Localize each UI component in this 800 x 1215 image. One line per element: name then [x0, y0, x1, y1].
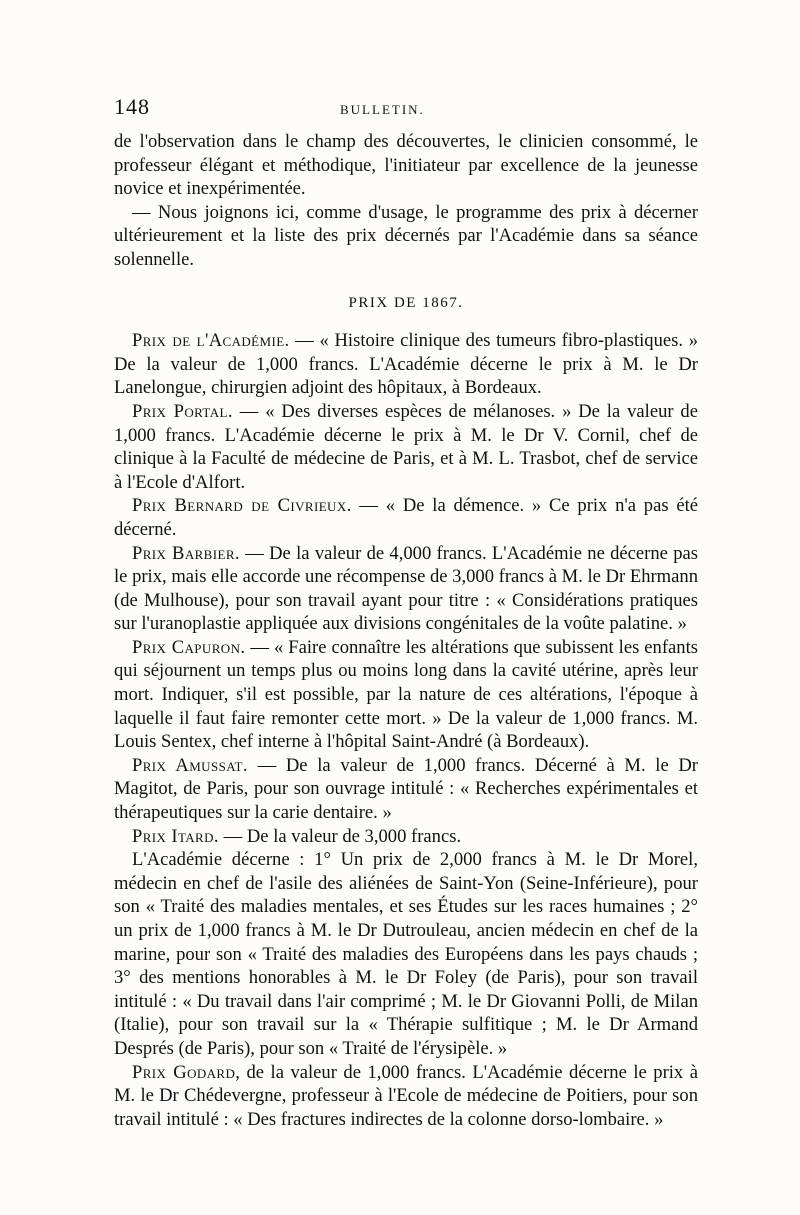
prize-text: — « De la démence. » Ce prix n'a pas été décerné. [114, 495, 698, 540]
intro-paragraph: — Nous joignons ici, comme d'usage, le programme des prix à décerner ultérieurement et la liste des prix décernés par l'Académie dans sa séance solennelle. [114, 201, 698, 270]
prize-entry [114, 494, 698, 541]
prize-text: — De la valeur de 1,000 francs. Décerné à M. le Dr Magitot, de Paris, pour son ouvrage intitulé : « Recherches expérimentales et thérapeutiques sur la carie dentaire. » [114, 754, 698, 824]
prize-name: Prix de l'Académie. [132, 330, 290, 352]
prize-text: , de la valeur de 1,000 francs. L'Académie décerne le prix à M. le Dr Chédevergne, professeur à l'Ecole de médecine de Poitiers, pour son travail intitulé : « Des fractures indirectes de la colonne dorso-lombaire. » [114, 1061, 698, 1130]
section-heading: PRIX DE 1867. [348, 294, 464, 311]
prize-entry [114, 636, 698, 754]
prize-text: — « Histoire clinique des tumeurs fibro-plastiques. » De la valeur de 1,000 francs. L'Académie décerne le prix à M. le Dr Lanelongue, chirurgien adjoint des hôpitaux, à Bordeaux. [114, 330, 698, 399]
prize-entry [114, 400, 698, 494]
prize-entry [114, 754, 698, 825]
prize-text: — « Faire connaître les altérations que subissent les enfants qui séjournent un temps plus ou moins long dans la cavité utérine, après leur mort. Indiquer, s'il est possible, par la nature de ces altérations, l'époque à laquelle il faut faire remonter cette mort. » De la valeur de 1,000 francs. M. Louis Sentex, chef interne à l'hôpital Saint-André (à Bordeaux). [114, 636, 698, 753]
running-title: BULLETIN. [340, 102, 425, 117]
prize-text: — De la valeur de 4,000 francs. L'Académie ne décerne pas le prix, mais elle accorde une récompense de 3,000 francs à M. le Dr Ehrmann (de Mulhouse), pour son travail ayant pour titre : « Considérations pratiques sur l'uranoplastie appliquée aux divisions congénitales de la voûte palatine. » [114, 542, 698, 635]
prize-name: Prix Godard [132, 1061, 236, 1083]
intro-paragraph: de l'observation dans le champ des découvertes, le clinicien consommé, le professeur élégant et méthodique, l'initiateur par excellence de la jeunesse novice et inexpérimentée. [114, 131, 698, 200]
prize-name: Prix Itard. [132, 825, 219, 847]
prize-name: Prix Portal. [132, 400, 233, 422]
page-number: 148 [114, 94, 150, 119]
prize-entry [114, 329, 698, 400]
prize-entry [114, 825, 698, 849]
itard-details: L'Académie décerne : 1° Un prix de 2,000 francs à M. le Dr Morel, médecin en chef de l'asile des aliénées de Saint-Yon (Seine-Inférieure), pour son « Traité des maladies mentales, et ses Études sur les races humaines ; 2° un prix de 1,000 francs à M. le Dr Dutrouleau, ancien médecin en chef de la marine, pour son « Traité des maladies des Européens dans les pays chauds ; 3° des mentions honorables à M. le Dr Foley (de Paris), pour son travail intitulé : « Du travail dans l'air comprimé ; M. le Dr Giovanni Polli, de Milan (Italie), pour son travail sur la « Thérapie sulfitique ; M. le Dr Armand Després (de Paris), pour son « Traité de l'érysipèle. » [114, 849, 698, 1059]
document-page [114, 94, 698, 1131]
prize-entry [114, 1061, 698, 1132]
prize-name: Prix Bernard de Civrieux. [132, 495, 352, 517]
prize-name: Prix Amussat. [132, 754, 248, 776]
page-header [114, 94, 698, 124]
prize-name: Prix Capuron. [132, 636, 246, 658]
body-text [114, 130, 698, 1131]
prize-name: Prix Barbier. [132, 542, 240, 564]
prize-entry [114, 542, 698, 636]
prize-text: — « Des diverses espèces de mélanoses. » De la valeur de 1,000 francs. L'Académie décerne le prix à M. le Dr V. Cornil, chef de clinique à la Faculté de médecine de Paris, et à M. L. Trasbot, chef de service à l'Ecole d'Alfort. [114, 400, 698, 493]
prize-text: — De la valeur de 3,000 francs. [218, 825, 462, 847]
